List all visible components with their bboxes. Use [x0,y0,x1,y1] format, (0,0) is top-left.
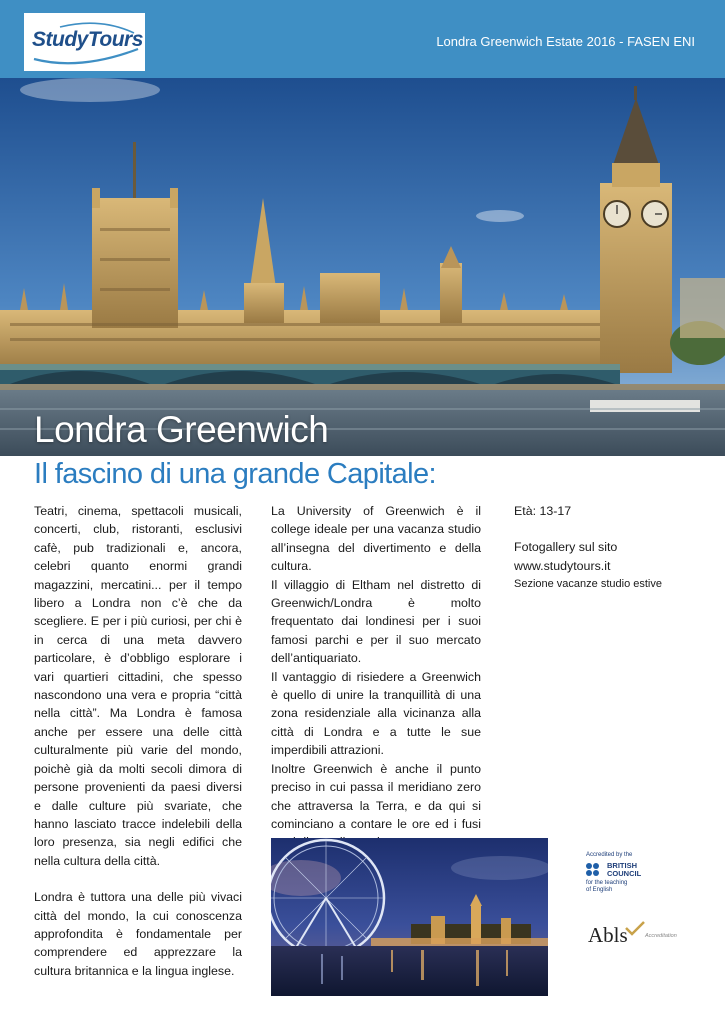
header-bar [0,0,725,78]
westminster-illustration [0,78,725,456]
hero-image [0,78,725,456]
abls-check-icon [624,920,646,936]
column2-paragraph-1: La University of Greenwich è il college ideale per una vacanza studio all’insegna del divertimento e della cultura. [271,504,481,574]
bc-teaching-text: for the teaching of English [586,880,628,893]
studytours-logo [24,13,145,71]
column-3 [514,502,704,594]
column-1 [34,502,242,980]
bc-accredited-text: Accredited by the [586,852,633,858]
column1-paragraph-2: Londra è tuttora una delle più vivaci città del mondo, la cui conoscenza approfondita è fondamentale per comprendere ed apprezzare la cultura britannica e la lingua inglese. [34,890,242,978]
british-council-dots-icon [586,863,604,877]
abls-accreditation-text: Accreditation [645,933,677,939]
age-range: Età: 13-17 [514,504,572,518]
abls-badge [588,920,688,950]
bc-name-line-2: COUNCIL [607,868,642,878]
logo-text: StudyTours [32,28,143,51]
british-council-badge [586,852,666,894]
london-eye-photo [271,838,548,996]
bc-name-line-1: BRITISH [607,861,637,870]
column1-paragraph-1: Teatri, cinema, spettacoli musicali, concerti, club, ristoranti, esclusivi cafè, pub tradizionali e, ancora, celebri quanto enormi grandi magazzini, mercatini... per il tempo libero a Londra non c’è che da scegliere. E per i più curiosi, per chi è in cerca di una meta davvero particolare, è d’obbligo esplorare i vari quartieri cittadini, che spesso nascondono una vera e propria “città nella città”. Ma Londra è famosa anche per essere una delle città culturalmente più varie del mondo, poichè già da molti secoli dimora di persone provenienti da paesi diversi e dalle culture più svariate, che hanno lasciato tracce indelebili della loro presenza, sia negli edifici che nella cultura della città. [34,504,242,868]
section-subtitle: Il fascino di una grande Capitale: [34,458,436,490]
section-label: Sezione vacanze studio estive [514,578,662,591]
website-link[interactable]: www.studytours.it [514,558,611,573]
hero-title: Londra Greenwich [34,409,329,450]
gallery-label: Fotogallery sul sito [514,540,618,555]
column2-paragraph-3: Il vantaggio di risiedere a Greenwich è quello di unire la tranquillità di una zona residenziale alla vicinanza alla città di Londra e a tutte le sue imperdibili attrazioni. [271,669,481,758]
column2-paragraph-4: Inoltre Greenwich è anche il punto preciso in cui passa il meridiano zero che attraversa la Terra, e da qui si cominciano a contare le ore ed i fusi [271,761,481,831]
column2-paragraph-2: Il villaggio di Eltham nel distretto di Greenwich/Londra è molto frequentato dai londinesi per i suoi famosi parchi e per il suo mercato dell’antiquariato. [271,577,481,666]
document-title: Londra Greenwich Estate 2016 - FASEN ENI [436,34,695,49]
column-2 [271,502,481,852]
london-eye-illustration [271,838,548,996]
abls-wordmark: Abls [588,923,628,947]
